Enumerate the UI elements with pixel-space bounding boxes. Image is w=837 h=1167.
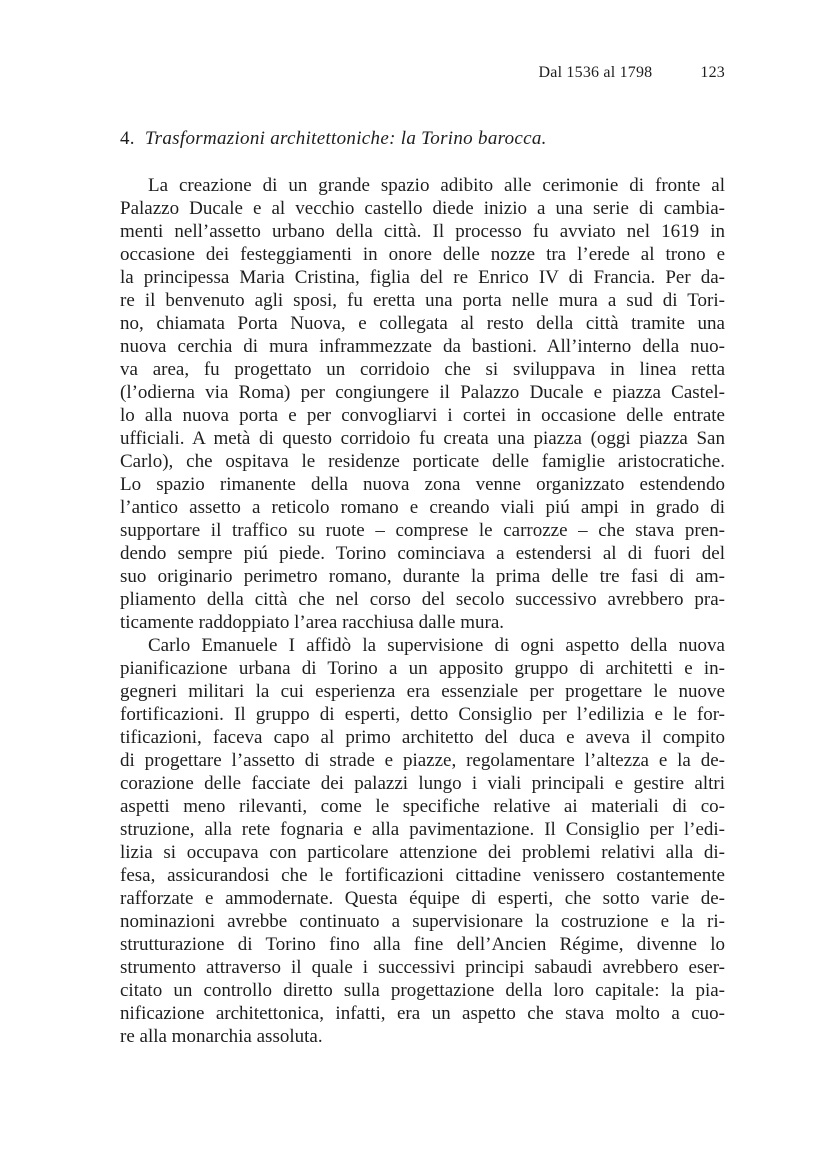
running-head: [112, 64, 725, 82]
text-line: re alla monarchia assoluta.: [120, 1026, 323, 1047]
text-line: la principessa Maria Cristina, figlia del re Enrico IV di Francia. Per da-: [120, 267, 725, 288]
text-line: pliamento della città che nel corso del secolo successivo avrebbero pra-: [120, 589, 725, 610]
text-line: strutturazione di Torino fino alla fine dell’Ancien Régime, divenne lo: [120, 934, 725, 955]
text-line: gegneri militari la cui esperienza era essenziale per progettare le nuove: [120, 681, 725, 702]
text-line: tificazioni, faceva capo al primo architetto del duca e aveva il compito: [120, 727, 725, 748]
text-line: nominazioni avrebbe continuato a supervisionare la costruzione e la ri-: [120, 911, 725, 932]
text-line: Carlo), che ospitava le residenze porticate delle famiglie aristocratiche.: [120, 451, 725, 472]
text-line: occasione dei festeggiamenti in onore delle nozze tra l’erede al trono e: [120, 244, 725, 265]
text-line: La creazione di un grande spazio adibito alle cerimonie di fronte al: [148, 175, 725, 196]
section-heading: [120, 128, 547, 150]
text-line: struzione, alla rete fognaria e alla pavimentazione. Il Consiglio per l’edi-: [120, 819, 725, 840]
text-line: rafforzate e ammodernate. Questa équipe di esperti, che sotto varie de-: [120, 888, 725, 909]
body-text: [120, 174, 725, 1048]
paragraph: [120, 174, 725, 634]
running-head-title: Dal 1536 al 1798: [538, 64, 653, 81]
text-line: menti nell’assetto urbano della città. Il processo fu avviato nel 1619 in: [120, 221, 725, 242]
text-line: supportare il traffico su ruote – comprese le carrozze – che stava pren-: [120, 520, 725, 541]
text-line: ticamente raddoppiato l’area racchiusa dalle mura.: [120, 612, 505, 633]
text-line: Carlo Emanuele I affidò la supervisione di ogni aspetto della nuova: [148, 635, 725, 656]
text-line: pianificazione urbana di Torino a un apposito gruppo di architetti e in-: [120, 658, 725, 679]
text-line: l’antico assetto a reticolo romano e creando viali piú ampi in grado di: [120, 497, 725, 518]
text-line: suo originario perimetro romano, durante la prima delle tre fasi di am-: [120, 566, 725, 587]
text-line: va area, fu progettato un corridoio che si sviluppava in linea retta: [120, 359, 725, 380]
text-line: lo alla nuova porta e per convogliarvi i cortei in occasione delle entrate: [120, 405, 725, 426]
text-line: di progettare l’assetto di strade e piazze, regolamentare l’altezza e la de-: [120, 750, 725, 771]
text-line: Palazzo Ducale e al vecchio castello diede inizio a una serie di cambia-: [120, 198, 725, 219]
text-line: re il benvenuto agli sposi, fu eretta una porta nelle mura a sud di Tori-: [120, 290, 725, 311]
text-line: corazione delle facciate dei palazzi lungo i viali principali e gestire altri: [120, 773, 725, 794]
text-line: Lo spazio rimanente della nuova zona venne organizzato estendendo: [120, 474, 725, 495]
section-number: 4.: [120, 128, 135, 149]
page-number: 123: [700, 64, 725, 81]
text-line: aspetti meno rilevanti, come le specifiche relative ai materiali di co-: [120, 796, 725, 817]
text-line: (l’odierna via Roma) per congiungere il Palazzo Ducale e piazza Castel-: [120, 382, 725, 403]
text-line: dendo sempre piú piede. Torino cominciava a estendersi al di fuori del: [120, 543, 725, 564]
paragraph: [120, 634, 725, 1048]
text-line: ufficiali. A metà di questo corridoio fu creata una piazza (oggi piazza San: [120, 428, 725, 449]
text-line: no, chiamata Porta Nuova, e collegata al resto della città tramite una: [120, 313, 725, 334]
text-line: lizia si occupava con particolare attenzione dei problemi relativi alla di-: [120, 842, 725, 863]
text-line: strumento attraverso il quale i successivi principi sabaudi avrebbero eser-: [120, 957, 725, 978]
text-line: nificazione architettonica, infatti, era un aspetto che stava molto a cuo-: [120, 1003, 725, 1024]
text-line: fortificazioni. Il gruppo di esperti, detto Consiglio per l’edilizia e le for-: [120, 704, 725, 725]
text-line: nuova cerchia di mura inframmezzate da bastioni. All’interno della nuo-: [120, 336, 725, 357]
text-line: fesa, assicurandosi che le fortificazioni cittadine venissero costantemente: [120, 865, 725, 886]
text-line: citato un controllo diretto sulla progettazione della loro capitale: la pia-: [120, 980, 725, 1001]
section-title: Trasformazioni architettoniche: la Torino barocca.: [144, 128, 547, 149]
